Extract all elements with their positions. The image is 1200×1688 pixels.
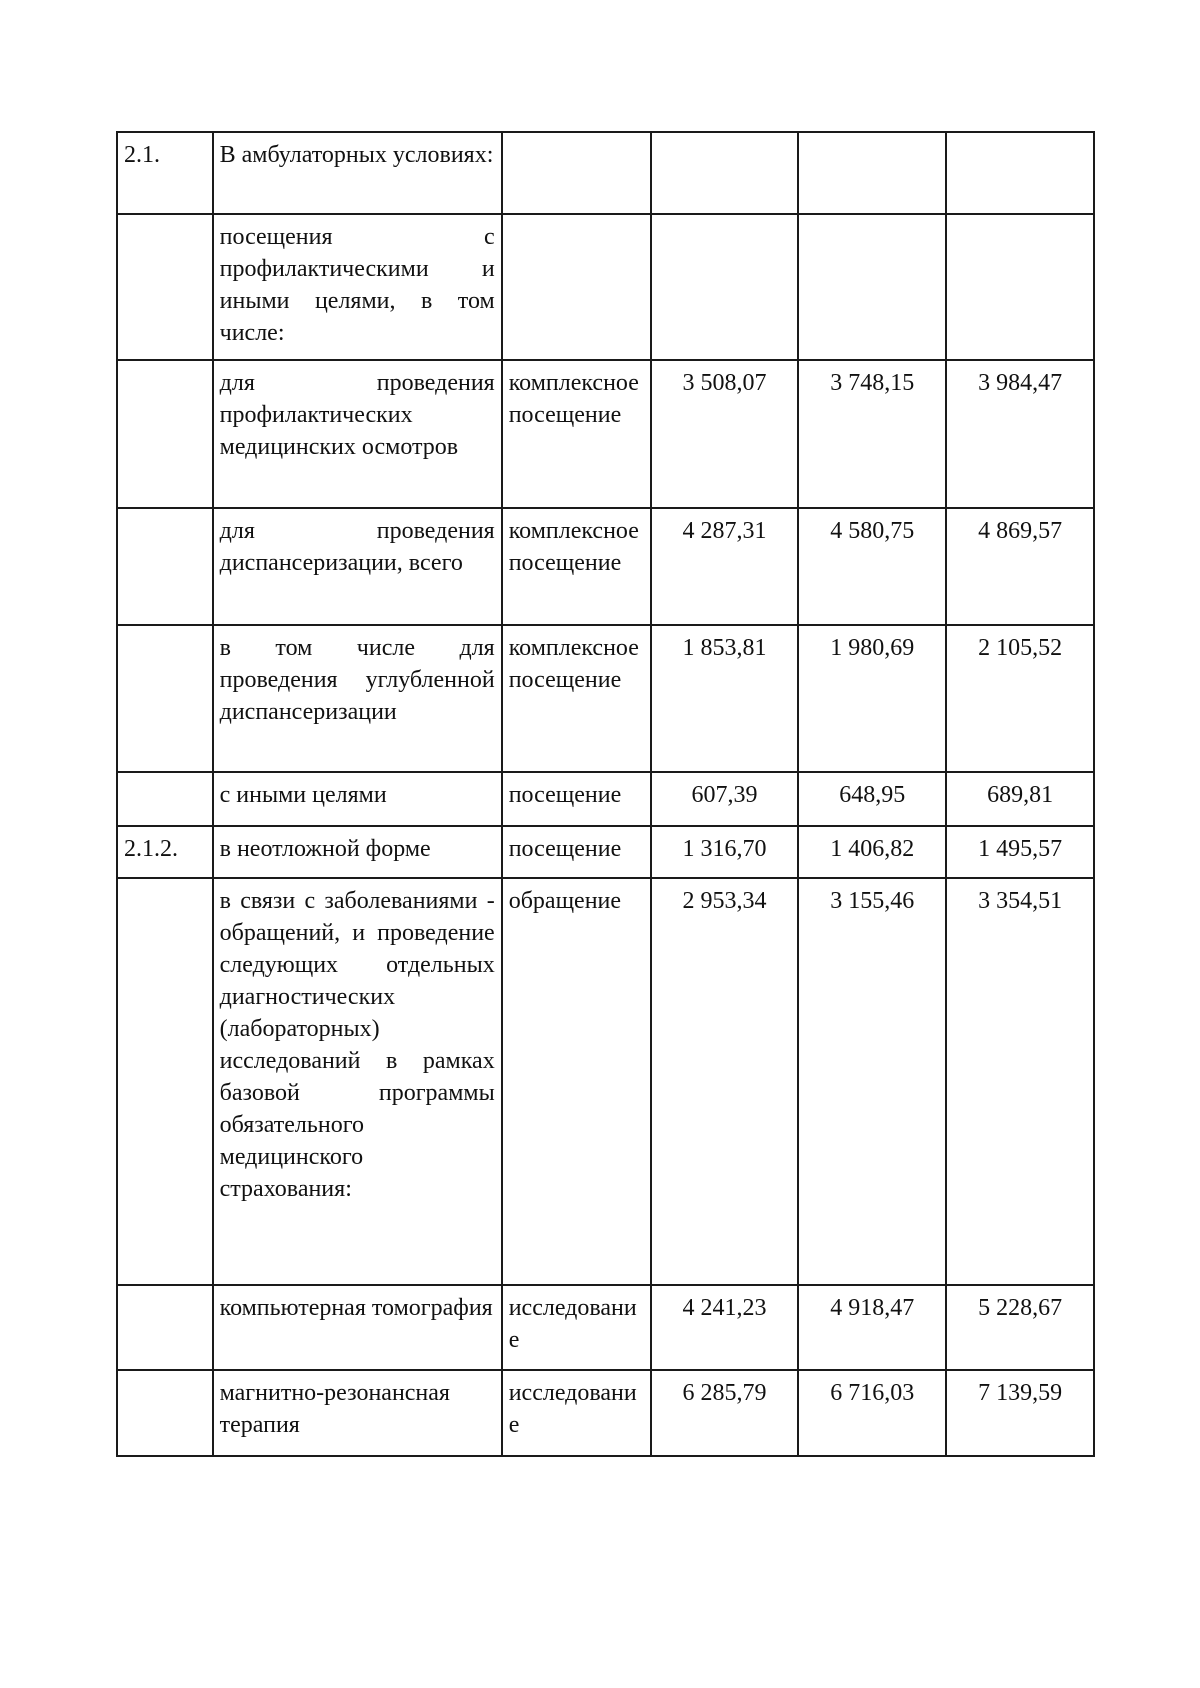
service-name-cell: компьютерная томография bbox=[213, 1285, 502, 1370]
unit-cell: комплексное посещение bbox=[502, 360, 651, 508]
unit-cell: комплексное посещение bbox=[502, 508, 651, 625]
table-row bbox=[117, 508, 1094, 625]
service-name-cell: в связи с заболеваниями - обращений, и проведение следующих отдельных диагностических (лабораторных) исследований в рамках базовой программы обязательного медицинского страхования: bbox=[213, 878, 502, 1285]
table-row bbox=[117, 772, 1094, 826]
table-row bbox=[117, 1285, 1094, 1370]
unit-cell: посещение bbox=[502, 772, 651, 826]
service-name-cell: магнитно-резонансная терапия bbox=[213, 1370, 502, 1456]
value-cell-1 bbox=[651, 214, 799, 360]
row-number-cell: 2.1. bbox=[117, 132, 213, 214]
value-cell-1: 1 853,81 bbox=[651, 625, 799, 772]
value-cell-3: 4 869,57 bbox=[946, 508, 1094, 625]
value-cell-3: 7 139,59 bbox=[946, 1370, 1094, 1456]
unit-cell: комплексное посещение bbox=[502, 625, 651, 772]
value-cell-1: 6 285,79 bbox=[651, 1370, 799, 1456]
table-row bbox=[117, 625, 1094, 772]
value-cell-3: 689,81 bbox=[946, 772, 1094, 826]
row-number-cell bbox=[117, 625, 213, 772]
value-cell-2: 6 716,03 bbox=[798, 1370, 946, 1456]
service-name-cell: в неотложной форме bbox=[213, 826, 502, 878]
row-number-cell: 2.1.2. bbox=[117, 826, 213, 878]
value-cell-1 bbox=[651, 132, 799, 214]
unit-cell: исследование bbox=[502, 1285, 651, 1370]
service-name-cell: В амбулаторных условиях: bbox=[213, 132, 502, 214]
value-cell-1: 3 508,07 bbox=[651, 360, 799, 508]
value-cell-1: 1 316,70 bbox=[651, 826, 799, 878]
row-number-cell bbox=[117, 1285, 213, 1370]
tariff-table bbox=[116, 131, 1095, 1457]
table-row bbox=[117, 132, 1094, 214]
table-row bbox=[117, 1370, 1094, 1456]
service-name-cell: посещения с профилактическими и иными целями, в том числе: bbox=[213, 214, 502, 360]
unit-cell bbox=[502, 132, 651, 214]
value-cell-2 bbox=[798, 214, 946, 360]
value-cell-3: 3 984,47 bbox=[946, 360, 1094, 508]
table-row bbox=[117, 826, 1094, 878]
value-cell-3: 5 228,67 bbox=[946, 1285, 1094, 1370]
value-cell-1: 4 287,31 bbox=[651, 508, 799, 625]
value-cell-2: 1 406,82 bbox=[798, 826, 946, 878]
service-name-cell: в том числе для проведения углубленной диспансеризации bbox=[213, 625, 502, 772]
service-name-cell: с иными целями bbox=[213, 772, 502, 826]
value-cell-1: 607,39 bbox=[651, 772, 799, 826]
value-cell-3: 3 354,51 bbox=[946, 878, 1094, 1285]
value-cell-3: 1 495,57 bbox=[946, 826, 1094, 878]
value-cell-2: 3 155,46 bbox=[798, 878, 946, 1285]
unit-cell: исследование bbox=[502, 1370, 651, 1456]
value-cell-3 bbox=[946, 214, 1094, 360]
unit-cell: обращение bbox=[502, 878, 651, 1285]
row-number-cell bbox=[117, 214, 213, 360]
unit-cell bbox=[502, 214, 651, 360]
value-cell-2: 3 748,15 bbox=[798, 360, 946, 508]
value-cell-1: 4 241,23 bbox=[651, 1285, 799, 1370]
row-number-cell bbox=[117, 508, 213, 625]
value-cell-2 bbox=[798, 132, 946, 214]
value-cell-1: 2 953,34 bbox=[651, 878, 799, 1285]
value-cell-3: 2 105,52 bbox=[946, 625, 1094, 772]
value-cell-2: 648,95 bbox=[798, 772, 946, 826]
table-row bbox=[117, 360, 1094, 508]
service-name-cell: для проведения профилактических медицинских осмотров bbox=[213, 360, 502, 508]
row-number-cell bbox=[117, 360, 213, 508]
value-cell-3 bbox=[946, 132, 1094, 214]
value-cell-2: 4 580,75 bbox=[798, 508, 946, 625]
service-name-cell: для проведения диспансеризации, всего bbox=[213, 508, 502, 625]
row-number-cell bbox=[117, 1370, 213, 1456]
table-row bbox=[117, 214, 1094, 360]
unit-cell: посещение bbox=[502, 826, 651, 878]
row-number-cell bbox=[117, 878, 213, 1285]
row-number-cell bbox=[117, 772, 213, 826]
value-cell-2: 4 918,47 bbox=[798, 1285, 946, 1370]
value-cell-2: 1 980,69 bbox=[798, 625, 946, 772]
table-row bbox=[117, 878, 1094, 1285]
